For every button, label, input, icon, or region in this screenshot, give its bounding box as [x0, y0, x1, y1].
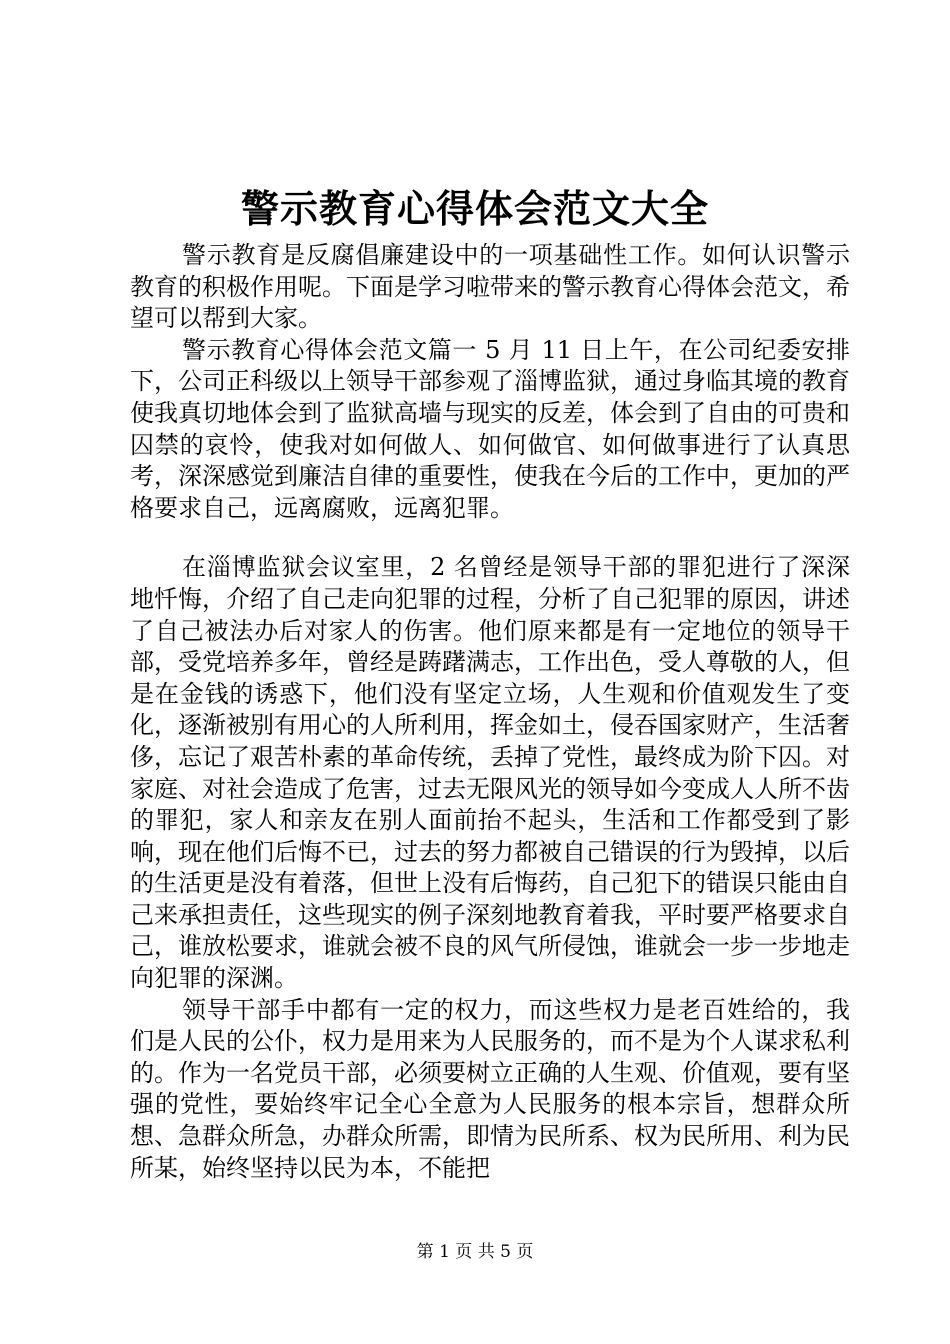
paragraph-visit: 警示教育心得体会范文篇一 5 月 11 日上午，在公司纪委安排下，公司正科级以上领导干部参观了淄博监狱，通过身临其境的教育使我真切地体会到了监狱高墙与现实的反差，体会到了自由的可贵和囚禁的哀怜，使我对如何做人、如何做官、如何做事进行了认真思考，深深感觉到廉洁自律的重要性，使我在今后的工作中，更加的严格要求自己，远离腐败，远离犯罪。 — [130, 335, 850, 522]
document-body — [130, 240, 850, 1184]
document-title: 警示教育心得体会范文大全 — [240, 186, 709, 231]
paragraph-power: 领导干部手中都有一定的权力，而这些权力是老百姓给的，我们是人民的公仆，权力是用来为人民服务的，而不是为个人谋求私利的。作为一名党员干部，必须要树立正确的人生观、价值观，要有坚强的党性，要始终牢记全心全意为人民服务的根本宗旨，想群众所想、急群众所急，办群众所需，即情为民所系、权为民所用、利为民所某，始终坚持以民为本，不能把 — [130, 995, 850, 1182]
page-number-footer: 第 1 页 共 5 页 — [416, 1242, 534, 1262]
paragraph-confession: 在淄博监狱会议室里，2 名曾经是领导干部的罪犯进行了深深地忏悔，介绍了自己走向犯罪的过程，分析了自己犯罪的原因，讲述了自己被法办后对家人的伤害。他们原来都是有一定地位的领导干部，受党培养多年，曾经是踌躇满志，工作出色，受人尊敬的人，但是在金钱的诱惑下，他们没有坚定立场，人生观和价值观发生了变化，逐渐被别有用心的人所利用，挥金如土，侵吞国家财产，生活奢侈，忘记了艰苦朴素的革命传统，丢掉了党性，最终成为阶下囚。对家庭、对社会造成了危害，过去无限风光的领导如今变成人人所不齿的罪犯，家人和亲友在别人面前抬不起头，生活和工作都受到了影响，现在他们后悔不已，过去的努力都被自己错误的行为毁掉，以后的生活更是没有着落，但世上没有后悔药，自己犯下的错误只能由自己来承担责任，这些现实的例子深刻地教育着我，平时要严格要求自己，谁放松要求，谁就会被不良的风气所侵蚀，谁就会一步一步地走向犯罪的深渊。 — [130, 553, 850, 993]
paragraph-intro: 警示教育是反腐倡廉建设中的一项基础性工作。如何认识警示教育的积极作用呢。下面是学习啦带来的警示教育心得体会范文，希望可以帮到大家。 — [130, 241, 850, 333]
